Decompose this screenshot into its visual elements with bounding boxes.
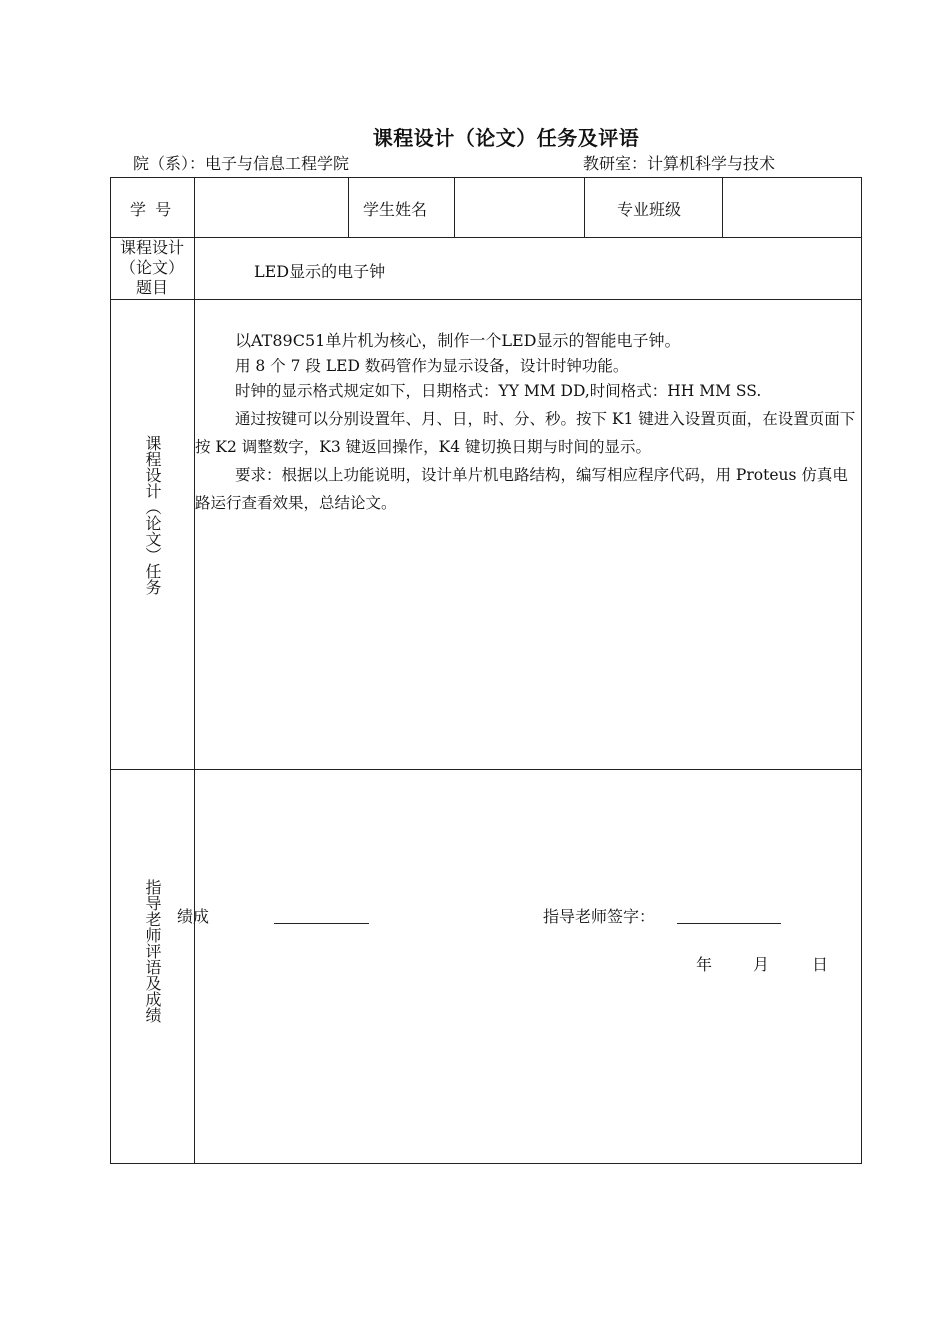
column-divider — [584, 177, 585, 237]
border-bottom — [110, 1163, 862, 1164]
column-divider — [454, 177, 455, 237]
topic-label — [110, 238, 194, 298]
border-top — [110, 177, 862, 178]
student-name-field[interactable] — [456, 179, 582, 235]
major-class-field[interactable] — [724, 179, 860, 235]
signature-input-line[interactable] — [677, 905, 781, 924]
column-divider — [722, 177, 723, 237]
task-paragraph: 通过按键可以分别设置年、月、日，时、分、秒。按下 K1 键进入设置页面，在设置页面下按 K2 调整数字，K3 键返回操作，K4 键切换日期与时间的显示。 — [195, 410, 856, 456]
student-id-label: 学 号 — [130, 200, 174, 219]
task-paragraph: 时钟的显示格式规定如下，日期格式：YY MM DD,时间格式：HH MM SS. — [235, 382, 762, 400]
task-body — [195, 327, 857, 517]
office-label: 教研室：计算机科学与技术 — [583, 154, 776, 173]
department-label: 院（系）：电子与信息工程学院 — [133, 154, 350, 173]
topic-label-line3: 题目 — [135, 278, 168, 297]
task-paragraph: 用 8 个 7 段 LED 数码管作为显示设备，设计时钟功能。 — [235, 357, 629, 375]
evaluation-label: 指导老师评语及成绩 — [143, 879, 162, 1023]
major-class-label: 专业班级 — [617, 200, 682, 219]
grade-char-1: 绩 — [177, 907, 194, 926]
date-month: 月 — [753, 955, 770, 974]
task-paragraph: 要求：根据以上功能说明，设计单片机电路结构，编写相应程序代码，用 Proteus 仿真电路运行查看效果，总结论文。 — [195, 466, 848, 512]
column-divider — [348, 177, 349, 237]
border-left — [110, 177, 111, 1164]
task-label: 课程设计（论文）任务 — [143, 435, 162, 595]
date-year: 年 — [696, 955, 713, 974]
topic-label-line2: （论文） — [119, 258, 184, 277]
row-divider — [110, 237, 862, 238]
signature-label: 指导老师签字： — [543, 907, 656, 926]
grade-label — [177, 904, 209, 927]
label-column-divider — [194, 177, 195, 1164]
row-divider — [110, 299, 862, 300]
grade-char-2: 成 — [193, 907, 210, 926]
student-name-label: 学生姓名 — [363, 200, 428, 219]
date-day: 日 — [812, 955, 829, 974]
border-right — [861, 177, 862, 1164]
topic-label-line1: 课程设计 — [119, 238, 184, 257]
student-id-field[interactable] — [196, 179, 346, 235]
task-paragraph: 以AT89C51单片机为核心，制作一个LED显示的智能电子钟。 — [235, 331, 681, 350]
assignment-form — [110, 177, 862, 1164]
grade-input-line[interactable] — [274, 905, 369, 924]
row-divider — [110, 769, 862, 770]
topic-value: LED显示的电子钟 — [254, 262, 386, 281]
page-title: 课程设计（论文）任务及评语 — [372, 126, 640, 150]
